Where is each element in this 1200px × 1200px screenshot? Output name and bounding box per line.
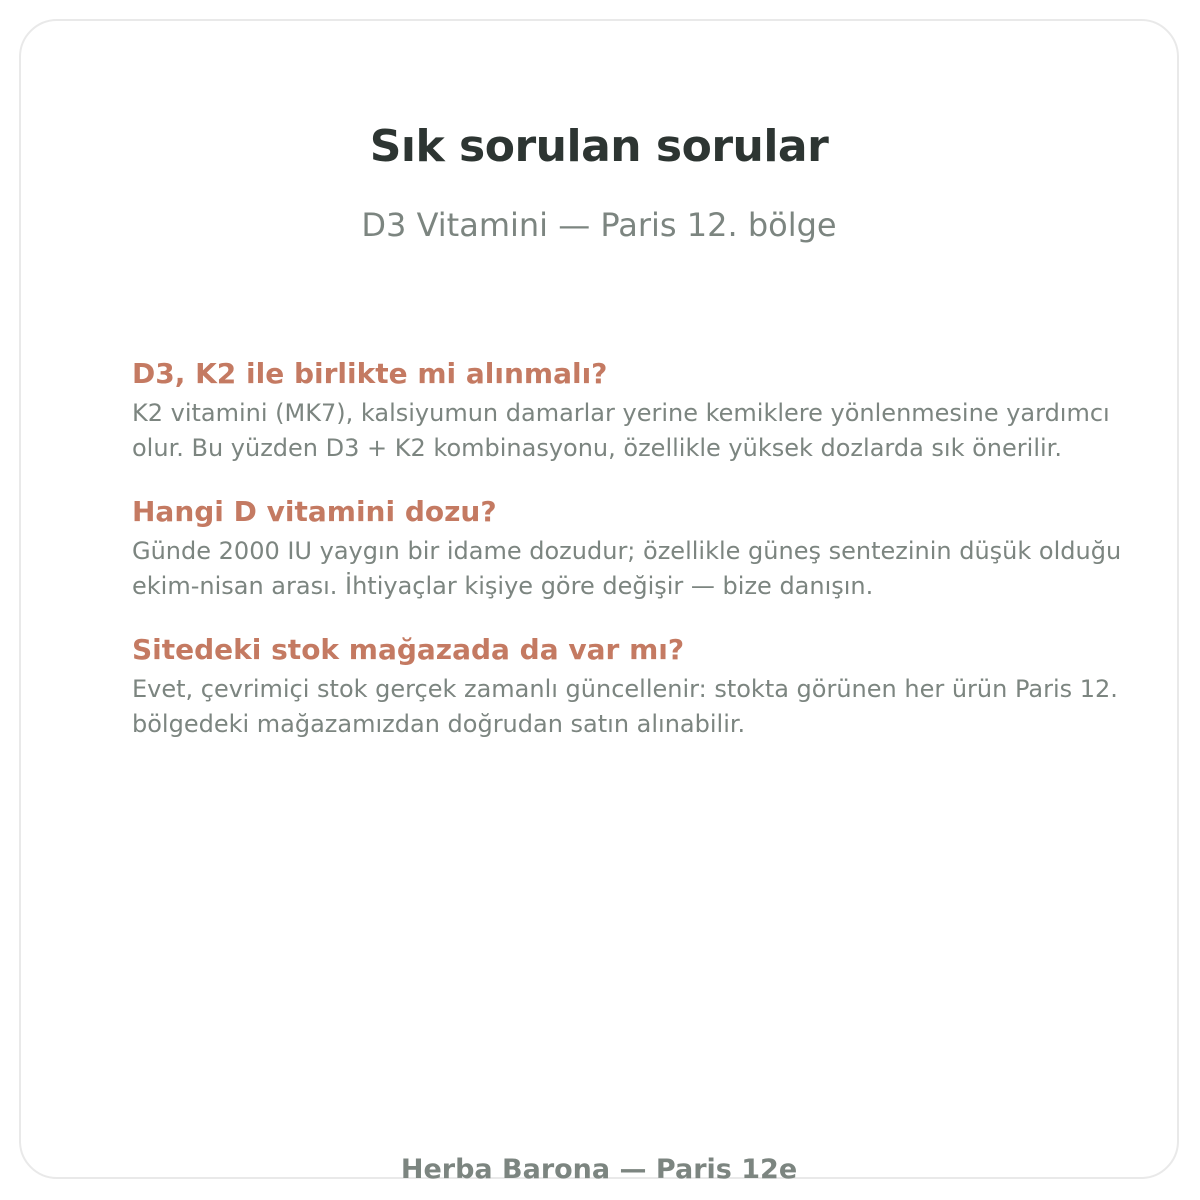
faq-answer: Evet, çevrimiçi stok gerçek zamanlı güncellenir: stokta görünen her ürün Paris 12. bölgedeki mağazamızdan doğrudan satın alınabilir. [132,675,1118,738]
footer-brand: Herba Barona — Paris 12e [400,1154,798,1185]
page-title: Sık sorulan sorular [369,121,829,172]
faq-answer: K2 vitamini (MK7), kalsiyumun damarlar yerine kemiklere yönlenmesine yardımcı olur. Bu yüzden D3 + K2 kombinasyonu, özellikle yüksek dozlarda sık önerilir. [132,399,1110,462]
faq-question: Hangi D vitamini dozu? [132,495,497,528]
page-subtitle: D3 Vitamini — Paris 12. bölge [361,206,837,244]
faq-card [19,19,1179,1185]
faq-question: D3, K2 ile birlikte mi alınmalı? [132,357,608,390]
faq-item [132,630,1122,742]
faq-item [132,354,1122,466]
faq-answer: Günde 2000 IU yaygın bir idame dozudur; özellikle güneş sentezinin düşük olduğu ekim-nisan arası. İhtiyaçlar kişiye göre değişir — bize danışın. [132,537,1122,600]
faq-list [132,354,1122,768]
faq-question: Sitedeki stok mağazada da var mı? [132,633,685,666]
faq-item [132,492,1122,604]
